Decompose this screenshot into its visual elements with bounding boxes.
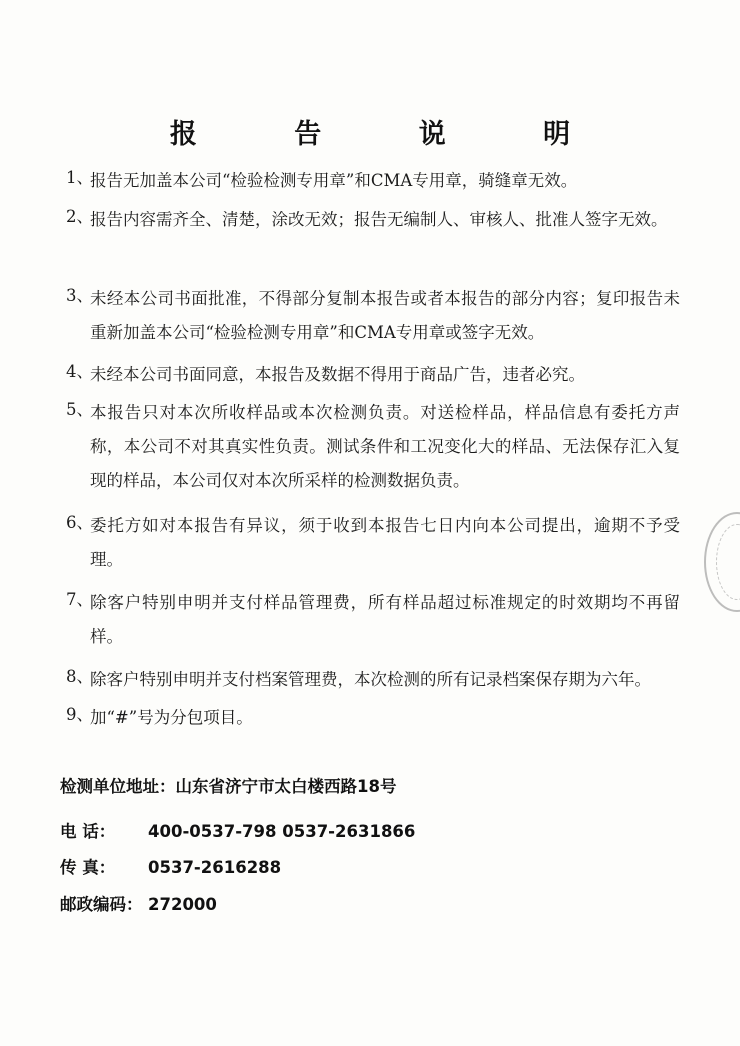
note-number: 6、 bbox=[66, 513, 93, 532]
note-text: 报告无加盖本公司“检验检测专用章”和CMA专用章，骑缝章无效。 bbox=[90, 171, 578, 190]
note-number: 3、 bbox=[66, 286, 93, 305]
note-text: 报告内容需齐全、清楚，涂改无效；报告无编制人、审核人、批准人签字无效。 bbox=[90, 210, 668, 229]
note-number: 8、 bbox=[66, 667, 93, 686]
note-number: 2、 bbox=[66, 207, 93, 226]
fax-value: 0537-2616288 bbox=[148, 858, 282, 877]
fax-label: 传 真： bbox=[60, 858, 116, 877]
address-value: 山东省济宁市太白楼西路18号 bbox=[175, 777, 397, 796]
note-item-4 bbox=[66, 358, 680, 392]
note-item-9 bbox=[66, 701, 680, 735]
note-text: 除客户特别申明并支付档案管理费，本次检测的所有记录档案保存期为六年。 bbox=[90, 670, 651, 689]
note-number: 9、 bbox=[66, 705, 93, 724]
contact-phone bbox=[60, 818, 415, 842]
note-text: 加“#”号为分包项目。 bbox=[90, 708, 253, 727]
note-text: 未经本公司书面批准，不得部分复制本报告或者本报告的部分内容；复印报告未重新加盖本公司“检验检测专用章”和CMA专用章或签字无效。 bbox=[90, 289, 680, 342]
note-number: 5、 bbox=[66, 400, 93, 419]
seam-stamp-edge bbox=[704, 512, 740, 612]
note-text: 委托方如对本报告有异议，须于收到本报告七日内向本公司提出，逾期不予受理。 bbox=[90, 516, 680, 569]
phone-value: 400-0537-798 0537-2631866 bbox=[148, 822, 416, 841]
note-item-2 bbox=[66, 203, 680, 237]
postcode-label: 邮政编码： bbox=[60, 895, 143, 914]
note-number: 1、 bbox=[66, 168, 93, 187]
note-item-3 bbox=[66, 282, 680, 350]
contact-fax bbox=[60, 854, 281, 878]
note-item-8 bbox=[66, 663, 680, 697]
phone-label: 电 话： bbox=[60, 822, 116, 841]
note-text: 除客户特别申明并支付样品管理费，所有样品超过标准规定的时效期均不再留样。 bbox=[90, 593, 680, 646]
note-text: 未经本公司书面同意，本报告及数据不得用于商品广告，违者必究。 bbox=[90, 365, 585, 384]
note-number: 4、 bbox=[66, 362, 93, 381]
postcode-value: 272000 bbox=[148, 895, 217, 914]
note-item-6 bbox=[66, 509, 680, 577]
note-text: 本报告只对本次所收样品或本次检测负责。对送检样品，样品信息有委托方声称，本公司不对其真实性负责。测试条件和工况变化大的样品、无法保存汇入复现的样品，本公司仅对本次所采样的检测数据负责。 bbox=[90, 403, 680, 490]
note-item-7 bbox=[66, 586, 680, 654]
note-item-1 bbox=[66, 164, 680, 198]
page-title: 报 告 说 明 bbox=[169, 119, 615, 150]
contact-address bbox=[60, 773, 396, 797]
contact-postcode bbox=[60, 891, 217, 915]
note-number: 7、 bbox=[66, 590, 93, 609]
note-item-5 bbox=[66, 396, 680, 498]
address-label: 检测单位地址： bbox=[60, 777, 176, 796]
